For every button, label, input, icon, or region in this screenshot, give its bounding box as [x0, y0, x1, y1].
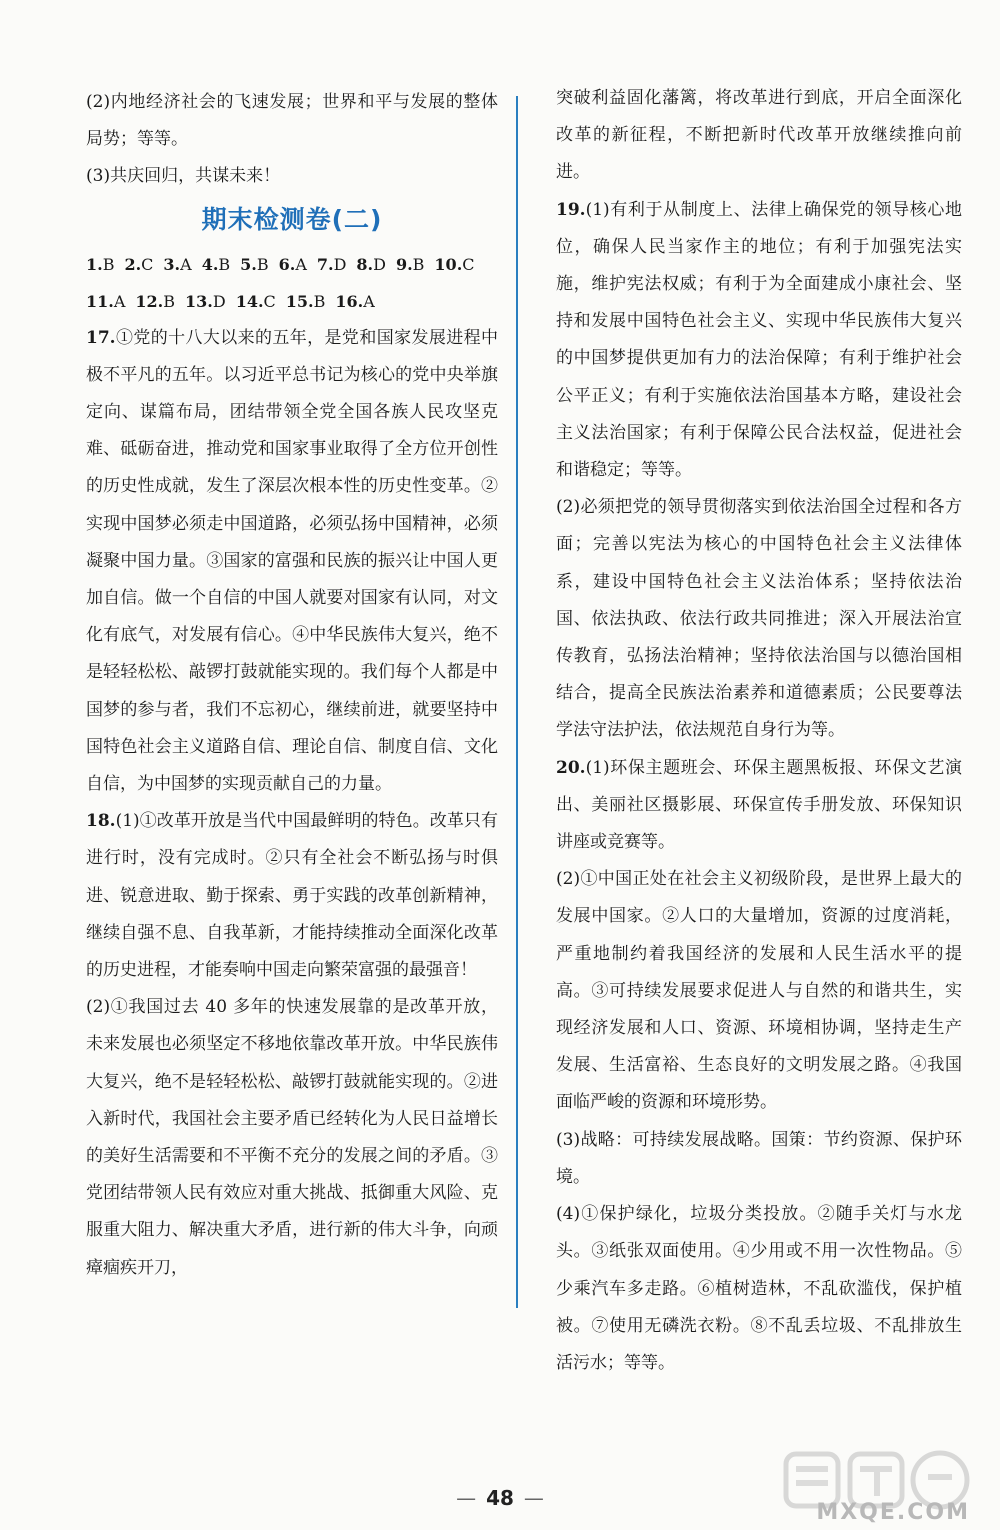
answer-choice: A	[363, 291, 375, 311]
answer-choice: C	[141, 254, 154, 274]
question-17	[86, 320, 498, 804]
q16-part3: (3)共庆回归，共谋未来！	[86, 166, 281, 187]
question-17-text: ①党的十八大以来的五年，是党和国家发展进程中极不平凡的五年。以习近平总书记为核心的党中央举旗定向、谋篇布局，团结带领全党全国各族人民攻坚克难、砥砺奋进，推动党和国家事业取得了全方位开创性的历史性成就，发生了深层次根本性的历史性变革。②实现中国梦必须走中国道路，必须弘扬中国精神，必须凝聚中国力量。③国家的富强和民族的振兴让中国人更加自信。做一个自信的中国人就要对国家有认同，对文化有底气，对发展有信心。④中华民族伟大复兴，绝不是轻轻松松、敲锣打鼓就能实现的。我们每个人都是中国梦的参与者，我们不忘初心，继续前进，就要坚持中国特色社会主义道路自信、理论自信、制度自信、文化自信，为中国梦的实现贡献自己的力量。	[86, 327, 498, 795]
question-20-part1-text: (1)环保主题班会、环保主题黑板报、环保文艺演出、美丽社区摄影展、环保宣传手册发放、环保知识讲座或竞赛等。	[556, 757, 962, 853]
question-18-continued: 突破利益固化藩篱，将改革进行到底，开启全面深化改革的新征程，不断把新时代改革开放继续推向前进。	[556, 88, 962, 183]
answer-number: 5.	[240, 254, 257, 274]
answer-number: 4.	[201, 254, 219, 274]
answer-item	[279, 255, 307, 274]
question-number: 17.	[86, 327, 116, 348]
answer-choice: B	[412, 254, 425, 274]
answer-choice: A	[295, 254, 307, 274]
page-number: 48	[486, 1486, 514, 1510]
answer-item	[135, 292, 175, 311]
answer-number: 3.	[163, 254, 181, 274]
answer-item	[317, 255, 347, 274]
answer-choice: B	[256, 254, 269, 274]
question-18-part1	[86, 803, 498, 989]
answer-number: 15.	[285, 291, 314, 311]
answer-item	[434, 255, 474, 274]
left-column	[86, 84, 498, 1287]
column-divider	[516, 96, 518, 1308]
question-20-part3: (3)战略：可持续发展战略。国策：节约资源、保护环境。	[556, 1129, 962, 1187]
answer-choice: C	[263, 291, 276, 311]
answer-number: 2.	[124, 254, 142, 274]
answer-item	[286, 292, 326, 311]
answer-number: 1.	[86, 254, 103, 274]
answer-choice: B	[102, 254, 115, 274]
section-title: 期末检测卷(二)	[201, 204, 383, 234]
right-column	[556, 80, 962, 1382]
answer-number: 12.	[135, 291, 164, 311]
footer-dash-left: —	[456, 1486, 477, 1510]
answer-item	[396, 255, 424, 274]
question-20-part1	[556, 750, 962, 862]
footer-dash-right: —	[523, 1486, 544, 1510]
answer-item	[124, 255, 153, 274]
answer-choice: B	[313, 291, 326, 311]
answer-number: 14.	[235, 291, 264, 311]
answer-item	[202, 255, 230, 274]
answer-number: 7.	[316, 254, 334, 274]
question-19-part1-text: (1)有利于从制度上、法律上确保党的领导核心地位，确保人民当家作主的地位；有利于加强宪法实施，维护宪法权威；有利于为全面建成小康社会、坚持和发展中国特色社会主义、实现中华民族伟大复兴的中国梦提供更加有力的法治保障；有利于维护社会公平正义；有利于实施依法治国基本方略，建设社会主义法治国家；有利于保障公民合法权益，促进社会和谐稳定；等等。	[556, 199, 962, 481]
answer-number: 10.	[434, 254, 463, 274]
answer-item	[86, 255, 114, 274]
answer-number: 6.	[278, 254, 296, 274]
question-19-part1	[556, 192, 962, 490]
answer-choice: C	[462, 254, 475, 274]
answer-choice: A	[113, 291, 126, 311]
question-number: 19.	[556, 199, 586, 220]
answers-row-1	[86, 246, 498, 283]
answers-row-2	[86, 283, 498, 320]
answer-item	[163, 255, 191, 274]
answer-item	[86, 292, 125, 311]
answer-item	[356, 255, 386, 274]
answer-choice: B	[163, 291, 176, 311]
question-19-part2: (2)必须把党的领导贯彻落实到依法治国全过程和各方面；完善以宪法为核心的中国特色社会主义法律体系，建设中国特色社会主义法治体系；坚持依法治国、依法执政、依法行政共同推进；深入开展法治宣传教育，弘扬法治精神；坚持依法治国与以德治国相结合，提高全民族法治素养和道德素质；公民要尊法学法守法护法，依法规范自身行为等。	[556, 497, 962, 741]
answer-choice: D	[373, 254, 386, 274]
q16-part2: (2)内地经济社会的飞速发展；世界和平与发展的整体局势；等等。	[86, 92, 498, 150]
answer-number: 13.	[185, 291, 213, 311]
answer-number: 16.	[335, 291, 364, 311]
answer-item	[185, 292, 226, 311]
answer-choice: A	[180, 254, 192, 274]
question-20-part2: (2)①中国正处在社会主义初级阶段，是世界上最大的发展中国家。②人口的大量增加，资源的过度消耗，严重地制约着我国经济的发展和人民生活水平的提高。③可持续发展要求促进人与自然的和谐共生，实现经济发展和人口、资源、环境相协调，坚持走生产发展、生活富裕、生态良好的文明发展之路。④我国面临严峻的资源和环境形势。	[556, 869, 962, 1113]
question-20-part4: (4)①保护绿化，垃圾分类投放。②随手关灯与水龙头。③纸张双面使用。④少用或不用一次性物品。⑤少乘汽车多走路。⑥植树造林，不乱砍滥伐，保护植被。⑦使用无磷洗衣粉。⑧不乱丢垃圾、不乱排放生活污水；等等。	[556, 1204, 962, 1373]
answer-item	[335, 292, 374, 311]
answer-choice: B	[218, 254, 231, 274]
answer-number: 9.	[395, 254, 413, 274]
question-number: 20.	[556, 757, 586, 778]
question-18-part2: (2)①我国过去 40 多年的快速发展靠的是改革开放，未来发展也必须坚定不移地依靠改革开放。中华民族伟大复兴，绝不是轻轻松松、敲锣打鼓就能实现的。②进入新时代，我国社会主要矛盾已经转化为人民日益增长的美好生活需要和不平衡不充分的发展之间的矛盾。③党团结带领人民有效应对重大挑战、抵御重大风险、克服重大阻力、解决重大矛盾，进行新的伟大斗争，向顽瘴痼疾开刀，	[86, 997, 498, 1278]
answer-choice: D	[212, 291, 226, 311]
answer-item	[236, 292, 276, 311]
answer-item	[240, 255, 268, 274]
answer-choice: D	[333, 254, 347, 274]
question-number: 18.	[86, 811, 116, 832]
answer-number: 11.	[86, 291, 114, 311]
watermark-text: MXQE.COM	[816, 1500, 970, 1525]
question-18-part1-text: (1)①改革开放是当代中国最鲜明的特色。改革只有进行时，没有完成时。②只有全社会不断弘扬与时俱进、锐意进取、勤于探索、勇于实践的改革创新精神，继续自强不息、自我革新，才能持续推动全面深化改革的历史进程，才能奏响中国走向繁荣富强的最强音！	[86, 811, 498, 981]
answer-number: 8.	[356, 254, 374, 274]
